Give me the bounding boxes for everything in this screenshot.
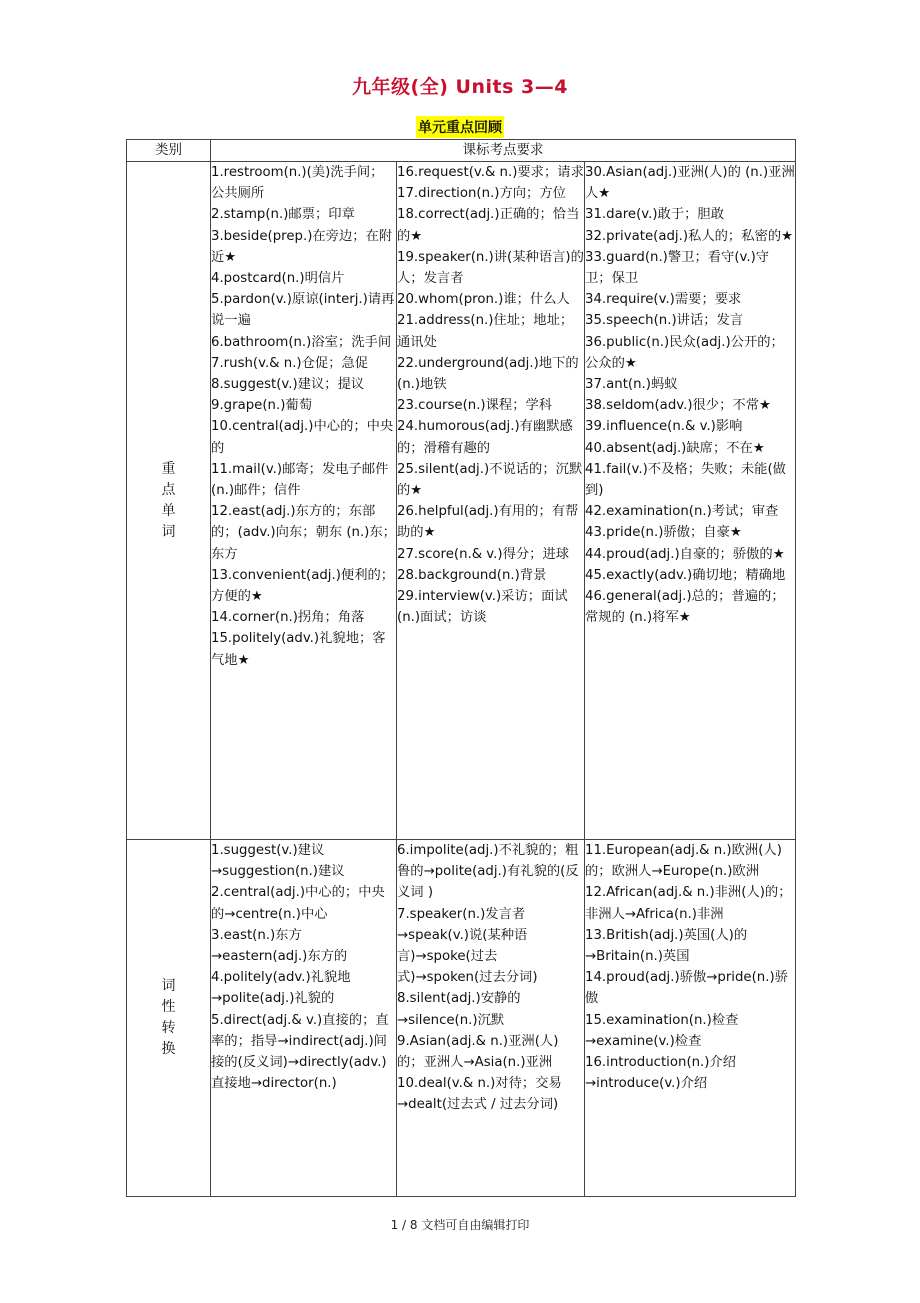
word-entry: 6.impolite(adj.)不礼貌的；粗鲁的→polite(adj.)有礼貌的(反义词 ) [397, 843, 579, 901]
words-column [211, 162, 397, 840]
word-entry: 27.score(n.& v.)得分；进球 [397, 546, 570, 562]
word-entry: 6.bathroom(n.)浴室；洗手间 [211, 334, 392, 350]
word-entry: 16.request(v.& n.)要求；请求 [397, 165, 584, 180]
word-entry: 25.silent(adj.)不说话的；沉默的★ [397, 461, 583, 499]
word-entry: 11.European(adj.& n.)欧洲(人)的；欧洲人→Europe(n.)欧洲 [585, 843, 782, 880]
word-entry: 2.central(adj.)中心的；中央的→centre(n.)中心 [211, 885, 385, 922]
word-entry: 8.suggest(v.)建议；提议 [211, 377, 365, 393]
word-entry: 10.deal(v.& n.)对待；交易→dealt(过去式 / 过去分词) [397, 1076, 562, 1113]
word-entry: 28.background(n.)背景 [397, 567, 547, 583]
category-cell [127, 840, 211, 1197]
word-entry: 33.guard(n.)警卫；看守(v.)守卫；保卫 [585, 249, 770, 287]
category-cell [127, 162, 211, 840]
word-entry: 15.politely(adv.)礼貌地；客气地★ [211, 631, 386, 668]
word-entry: 39.influence(n.& v.)影响 [585, 419, 743, 435]
word-entry: 15.examination(n.)检查→examine(v.)检查 [585, 1012, 739, 1049]
word-entry: 20.whom(pron.)谁；什么人 [397, 292, 570, 308]
conversion-column [397, 840, 585, 1197]
word-entry: 1.restroom(n.)(美)洗手间；公共厕所 [211, 165, 384, 202]
word-entry: 31.dare(v.)敢于；胆敢 [585, 207, 725, 223]
word-entry: 12.African(adj.& n.)非洲(人)的；非洲人→Africa(n.)非洲 [585, 885, 792, 922]
word-entry: 4.politely(adv.)礼貌地→polite(adj.)礼貌的 [211, 970, 351, 1007]
word-entry: 7.rush(v.& n.)仓促；急促 [211, 355, 369, 371]
word-entry: 5.pardon(v.)原谅(interj.)请再说一遍 [211, 292, 395, 329]
category-label: 词性转换 [161, 978, 176, 1057]
word-entry: 3.east(n.)东方→eastern(adj.)东方的 [211, 927, 348, 965]
word-entry: 8.silent(adj.)安静的→silence(n.)沉默 [397, 991, 521, 1028]
word-entry: 18.correct(adj.)正确的；恰当的★ [397, 207, 580, 244]
word-entry: 30.Asian(adj.)亚洲(人)的 (n.)亚洲人★ [585, 165, 795, 202]
word-entry: 46.general(adj.)总的；普遍的；常规的 (n.)将军★ [585, 589, 785, 626]
word-entry: 7.speaker(n.)发言者→speak(v.)说(某种语言)→spoke(过去式)→spoken(过去分词) [397, 906, 538, 986]
word-entry: 14.corner(n.)拐角；角落 [211, 610, 365, 626]
word-entry: 10.central(adj.)中心的；中央的 [211, 419, 394, 456]
conversion-column [211, 840, 397, 1197]
word-entry: 9.grape(n.)葡萄 [211, 398, 312, 414]
word-entry: 38.seldom(adv.)很少；不常★ [585, 398, 771, 414]
table-row-word-forms [127, 840, 796, 1197]
word-entry: 44.proud(adj.)自豪的；骄傲的★ [585, 546, 785, 562]
word-entry: 42.examination(n.)考试；审查 [585, 504, 779, 520]
word-entry: 9.Asian(adj.& n.)亚洲(人)的；亚洲人→Asia(n.)亚洲 [397, 1033, 559, 1071]
section-heading: 单元重点回顾 [416, 116, 504, 138]
section-heading-wrap [0, 116, 920, 138]
words-column [397, 162, 585, 840]
word-entry: 32.private(adj.)私人的；私密的★ [585, 228, 794, 244]
word-entry: 21.address(n.)住址；地址；通讯处 [397, 313, 574, 350]
word-entry: 19.speaker(n.)讲(某种语言)的人；发言者 [397, 249, 584, 287]
word-entry: 23.course(n.)课程；学科 [397, 398, 553, 414]
word-entry: 45.exactly(adv.)确切地；精确地 [585, 567, 786, 583]
word-entry: 13.British(adj.)英国(人)的→Britain(n.)英国 [585, 927, 748, 965]
word-entry: 1.suggest(v.)建议→suggestion(n.)建议 [211, 843, 345, 880]
vocabulary-table [126, 139, 796, 1197]
table-row-key-words [127, 162, 796, 840]
word-entry: 3.beside(prep.)在旁边；在附近★ [211, 228, 393, 265]
word-entry: 41.fail(v.)不及格；失败；未能(做到) [585, 461, 786, 499]
word-entry: 24.humorous(adj.)有幽默感的；滑稽有趣的 [397, 419, 573, 456]
word-entry: 34.require(v.)需要；要求 [585, 292, 742, 308]
word-entry: 29.interview(v.)采访；面试 (n.)面试；访谈 [397, 589, 568, 626]
table-header-row [127, 140, 796, 162]
word-entry: 16.introduction(n.)介绍→introduce(v.)介绍 [585, 1055, 737, 1092]
header-requirements: 课标考点要求 [211, 140, 796, 162]
word-entry: 13.convenient(adj.)便利的；方便的★ [211, 567, 395, 605]
word-entry: 11.mail(v.)邮寄；发电子邮件 (n.)邮件；信件 [211, 461, 389, 499]
word-entry: 17.direction(n.)方向；方位 [397, 186, 566, 202]
header-category: 类别 [127, 140, 211, 162]
conversion-column [585, 840, 796, 1197]
word-entry: 2.stamp(n.)邮票；印章 [211, 207, 355, 223]
word-entry: 22.underground(adj.)地下的 (n.)地铁 [397, 355, 579, 393]
word-entry: 37.ant(n.)蚂蚁 [585, 377, 678, 393]
word-entry: 36.public(n.)民众(adj.)公开的；公众的★ [585, 334, 784, 371]
word-entry: 5.direct(adj.& v.)直接的；直率的；指导→indirect(adj.)间接的(反义词)→directly(adv.)直接地→director(n.) [211, 1012, 389, 1092]
word-entry: 12.east(adj.)东方的；东部的；(adv.)向东；朝东 (n.)东；东方 [211, 504, 396, 562]
word-entry: 40.absent(adj.)缺席；不在★ [585, 440, 765, 456]
page-footer: 1 / 8 文档可自由编辑打印 [390, 1218, 530, 1232]
word-entry: 4.postcard(n.)明信片 [211, 271, 345, 287]
word-entry: 14.proud(adj.)骄傲→pride(n.)骄傲 [585, 970, 788, 1007]
category-label: 重点单词 [161, 460, 176, 540]
word-entry: 26.helpful(adj.)有用的；有帮助的★ [397, 504, 579, 541]
words-column [585, 162, 796, 840]
word-entry: 43.pride(n.)骄傲；自豪★ [585, 525, 742, 541]
word-entry: 35.speech(n.)讲话；发言 [585, 313, 744, 329]
page-title: 九年级(全) Units 3—4 [352, 76, 568, 98]
